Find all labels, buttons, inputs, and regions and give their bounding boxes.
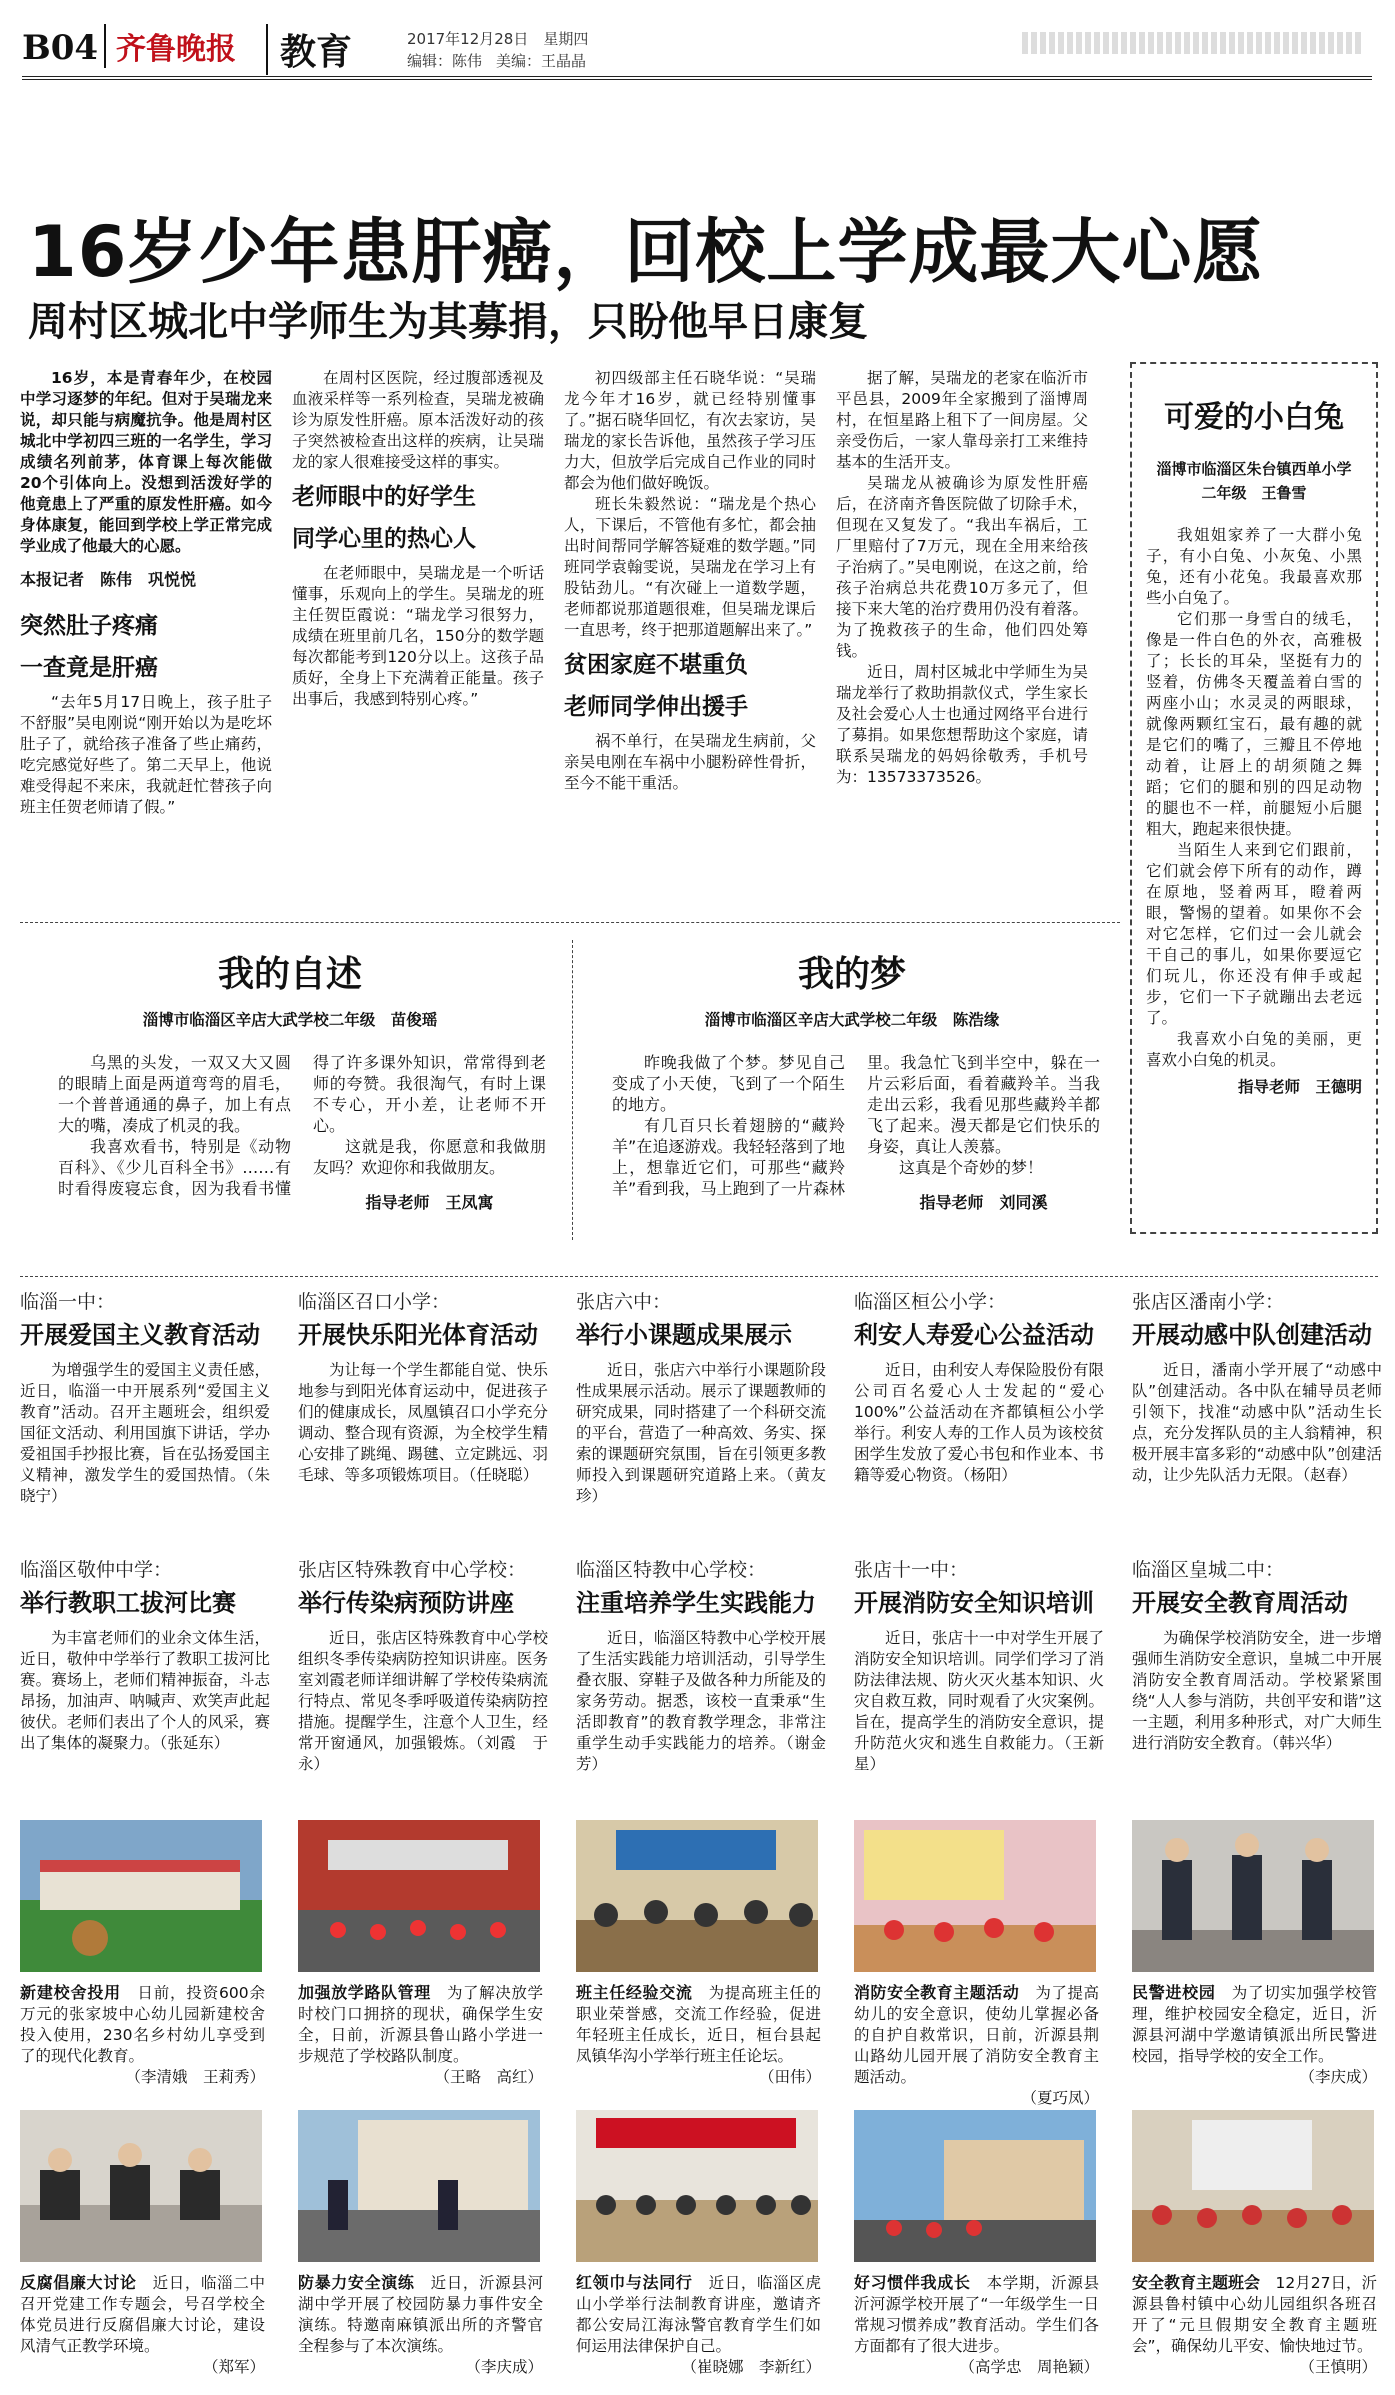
photo-caption: [854, 1982, 1099, 2109]
caption-credit: （王慎明）: [1299, 2358, 1377, 2376]
news-photo: [20, 2110, 262, 2262]
story-paragraph: 近日，周村区城北中学师生为吴瑞龙举行了救助捐款仪式，学生家长及社会爱心人士也通过网络平台进行了募捐。如果您想帮助这个家庭，请联系吴瑞龙的妈妈徐敬秀，手机号为：13573373526。: [836, 663, 1088, 786]
divider: [20, 922, 1120, 923]
photo-caption: [1132, 2272, 1377, 2378]
photo-caption: [576, 1982, 821, 2088]
essay-school: 淄博市临淄区朱台镇西单小学: [1156, 460, 1352, 478]
caption-text: 近日，临淄二中召开党建工作专题会，号召学校全体党员进行反腐倡廉大讨论，建设风清气正教学环境。: [20, 2274, 265, 2355]
essay-paragraph: 我姐姐家养了一大群小兔子，有小白兔、小灰兔、小黑兔，还有小花兔。我最喜欢那些小白兔了。: [1146, 526, 1362, 607]
essay-paragraph: 有几百只长着翅膀的“藏羚羊”在追逐游戏。我轻轻落到了地上，想靠近它们，可那些“藏羚羊”看到我，马上跑到了一片森林里。我急忙飞到半空中，躲在一片云彩后面，看着藏羚羊。当我走出云彩，我看见那些藏羚羊都飞了起来。漫天都是它们快乐的身姿，真让人羡慕。: [612, 1053, 1100, 1198]
brief-title: 开展动感中队创建活动: [1132, 1321, 1372, 1349]
photo-caption: [1132, 1982, 1377, 2088]
main-headline: 16岁少年患肝癌，回校上学成最大心愿: [28, 211, 1264, 293]
photo-caption: [20, 1982, 265, 2088]
brief-body: 近日，张店六中举行小课题阶段性成果展示活动。展示了课题教师的研究成果，同时搭建了一个科研交流的平台，营造了一种高效、务实、探索的课题研究氛围，旨在引领更多教师投入到课题研究道路上来。（黄友珍）: [576, 1361, 826, 1505]
story-paragraph: 班长朱毅然说：“瑞龙是个热心人，下课后，不管他有多忙，都会抽出时间帮同学解答疑难的数学题。”同班同学袁翰雯说，吴瑞龙在学习上有股钻劲儿。“有次碰上一道数学题，老师都说那道题很难，但吴瑞龙课后一直思考，终于把那道题解出来了。”: [564, 495, 816, 639]
caption-credit: （李庆成）: [465, 2358, 543, 2376]
brief-title: 举行教职工拔河比赛: [20, 1589, 236, 1617]
brief-school: 张店十一中：: [854, 1559, 969, 1581]
news-brief: [1132, 1560, 1382, 1754]
story-subheading-1: 突然肚子疼痛: [20, 613, 158, 639]
brief-school: 张店区特殊教育中心学校：: [298, 1559, 527, 1581]
news-brief: [854, 1292, 1104, 1486]
caption-title: 红领巾与法同行: [576, 2273, 693, 2292]
brief-school: 临淄区皇城二中：: [1132, 1559, 1285, 1581]
brief-title: 举行小课题成果展示: [576, 1321, 792, 1349]
essay-paragraph: 我喜欢小白兔的美丽，更喜欢小白兔的机灵。: [1146, 1030, 1362, 1069]
caption-credit: （高学忠 周艳颖）: [959, 2358, 1099, 2376]
brief-title: 注重培养学生实践能力: [576, 1589, 816, 1617]
caption-text: 为提高班主任的职业荣誉感，交流工作经验，促进年轻班主任成长，近日，桓台县起凤镇华沟小学举行班主任论坛。: [576, 1984, 821, 2065]
brief-title: 开展爱国主义教育活动: [20, 1321, 260, 1349]
brief-body: 为确保学校消防安全，进一步增强师生消防安全意识，皇城二中开展消防安全教育周活动。学校紧紧围绕“人人参与消防，共创平安和谐”这一主题，利用多种形式，对广大师生进行消防安全教育。（韩兴华）: [1132, 1629, 1382, 1752]
brief-school: 张店区潘南小学：: [1132, 1291, 1285, 1313]
story-paragraph: 在老师眼中，吴瑞龙是一个听话懂事，乐观向上的学生。吴瑞龙的班主任贺臣霞说：“瑞龙学习很努力，成绩在班里前几名，150分的数学题每次都能考到120分以上。这孩子品质好，全身上下充满着正能量。孩子出事后，我感到特别心疼。”: [292, 564, 544, 708]
caption-credit: （夏巧凤）: [1021, 2089, 1099, 2107]
caption-text: 为了切实加强学校管理，维护校园安全稳定，近日，沂源县河湖中学邀请镇派出所民警进校园，指导学校的安全工作。: [1132, 1984, 1377, 2065]
essay-school: 淄博市临淄区辛店大武学校二年级 陈浩缘: [704, 1011, 1000, 1029]
caption-title: 民警进校园: [1132, 1983, 1216, 2002]
caption-title: 防暴力安全演练: [298, 2273, 415, 2292]
story-column-3: [564, 368, 816, 908]
caption-credit: （郑军）: [202, 2358, 265, 2376]
divider: [20, 1276, 1378, 1277]
editor-line: [407, 50, 600, 71]
brief-school: 临淄一中：: [20, 1291, 116, 1313]
news-brief: [576, 1292, 826, 1507]
essay-teacher: 指导老师 王德明: [1237, 1078, 1362, 1096]
caption-title: 加强放学路队管理: [298, 1983, 431, 2002]
essay-box-rabbit: [1130, 362, 1378, 1234]
photo-caption: [298, 1982, 543, 2088]
essay-body: [58, 1052, 546, 1262]
photo-caption: [20, 2272, 265, 2378]
caption-text: 为了提高幼儿的安全意识，使幼儿掌握必备的自护自救常识，日前，沂源县荆山路幼儿园开展了消防安全教育主题活动。: [854, 1984, 1099, 2086]
news-photo: [298, 1820, 540, 1972]
brief-body: 近日，张店区特殊教育中心学校组织冬季传染病防控知识讲座。医务室刘霞老师详细讲解了学校传染病流行特点、常见冬季呼吸道传染病防控措施。提醒学生，注意个人卫生，经常开窗通风，加强锻炼。（刘霞 于永）: [298, 1629, 548, 1773]
essay-teacher: 指导老师 王凤寓: [365, 1193, 494, 1212]
brief-body: 为增强学生的爱国主义责任感，近日，临淄一中开展系列“爱国主义教育”活动。召开主题班会，组织爱国征文活动、利用国旗下讲话，学办爱祖国手抄报比赛，旨在弘扬爱国主义精神，激发学生的爱国热情。（朱晓宁）: [20, 1361, 270, 1505]
editor: 编辑：陈伟: [407, 52, 483, 70]
story-byline: 本报记者 陈伟 巩悦悦: [20, 570, 197, 589]
photo-caption: [854, 2272, 1099, 2378]
brief-body: 为丰富老师们的业余文体生活，近日，敬仲中学举行了教职工拔河比赛。赛场上，老师们精神振奋，斗志昂扬，加油声、呐喊声、欢笑声此起彼伏。老师们表出了个人的风采，赛出了集体的凝聚力。（张延东）: [20, 1629, 270, 1752]
caption-credit: （崔晓娜 李新红）: [681, 2358, 821, 2376]
brief-title: 开展快乐阳光体育活动: [298, 1321, 538, 1349]
designer: 美编：王晶晶: [496, 52, 587, 70]
story-subheading-3: 贫困家庭不堪重负: [564, 652, 748, 678]
essay-paragraph: 乌黑的头发，一双又大又圆的眼睛上面是两道弯弯的眉毛，一个普普通通的鼻子，加上有点大的嘴，凑成了机灵的我。: [58, 1053, 291, 1135]
header-rule: [22, 76, 1372, 80]
page-number: B04: [22, 28, 99, 68]
brief-school: 临淄区召口小学：: [298, 1291, 451, 1313]
caption-title: 好习惯伴我成长: [854, 2273, 971, 2292]
news-photo: [854, 1820, 1096, 1972]
essay-body: [612, 1052, 1100, 1262]
caption-title: 安全教育主题班会: [1132, 2273, 1261, 2292]
news-photo: [1132, 1820, 1374, 1972]
essay-paragraph: 我喜欢看书，特别是《动物百科》、《少儿百科全书》……有时看得废寝忘食，因为我看书懂得了许多课外知识，常常得到老师的夸赞。我很淘气，有时上课不专心，开小差，让老师不开心。: [58, 1053, 546, 1198]
news-brief: [298, 1292, 548, 1486]
essay-paragraph: 这就是我，你愿意和我做朋友吗？欢迎你和我做朋友。: [313, 1137, 546, 1177]
news-photo: [298, 2110, 540, 2262]
issue-date: 2017年12月28日 星期四: [407, 30, 589, 48]
essay-paragraph: 它们那一身雪白的绒毛，像是一件白色的外衣，高雅极了；长长的耳朵，坚挺有力的竖着，仿佛冬天覆盖着白雪的两座小山；水灵灵的两眼球，就像两颗红宝石，最有趣的就是它们的嘴了，三瓣且不停地动着，让唇上的胡须随之舞蹈；它们的腿和别的四足动物的腿也不一样，前腿短小后腿粗大，跑起来很快捷。: [1146, 610, 1362, 838]
story-subheading-1b: 一查竟是肝癌: [20, 655, 158, 681]
caption-credit: （田伟）: [758, 2068, 821, 2086]
essay-title: 我的梦: [797, 954, 906, 995]
brief-title: 开展消防安全知识培训: [854, 1589, 1094, 1617]
story-subheading-2b: 同学心里的热心人: [292, 526, 476, 552]
story-paragraph: 据了解，吴瑞龙的老家在临沂市平邑县，2009年全家搬到了淄博周村，在恒星路上租下了一间房屋。父亲受伤后，一家人靠母亲打工来维持基本的生活开支。: [836, 369, 1088, 471]
caption-credit: （李清娥 王莉秀）: [125, 2068, 265, 2086]
essay-teacher: 指导老师 刘同溪: [919, 1193, 1048, 1212]
story-paragraph: 在周村区医院，经过腹部透视及血液采样等一系列检查，吴瑞龙被确诊为原发性肝癌。原本活泼好动的孩子突然被检查出这样的疾病，让吴瑞龙的家人很难接受这样的事实。: [292, 369, 544, 471]
divider: [572, 940, 573, 1240]
newspaper-logo: 齐鲁晚报: [104, 24, 236, 68]
news-photo: [576, 1820, 818, 1972]
photo-caption: [298, 2272, 543, 2378]
story-paragraph: “去年5月17日晚上，孩子肚子不舒服”吴电刚说“刚开始以为是吃坏肚子了，就给孩子准备了些止痛药，吃完感觉好些了。第二天早上，他说难受得起不来床，我就赶忙替孩子向班主任贺老师请了假。”: [20, 693, 272, 816]
news-photo: [576, 2110, 818, 2262]
caption-text: 本学期，沂源县沂河源学校开展了“一年级学生一日常规习惯养成”教育活动。学生们各方面都有了很大进步。: [854, 2274, 1099, 2355]
caption-credit: （李庆成）: [1299, 2068, 1377, 2086]
news-photo: [854, 2110, 1096, 2262]
caption-title: 消防安全教育主题活动: [854, 1983, 1020, 2002]
story-paragraph: 祸不单行，在吴瑞龙生病前，父亲吴电刚在车祸中小腿粉碎性骨折，至今不能干重活。: [564, 732, 816, 792]
header-decoration: [1022, 32, 1362, 54]
brief-body: 为让每一个学生都能自觉、快乐地参与到阳光体育运动中，促进孩子们的健康成长，凤凰镇召口小学充分调动、整合现有资源，为全校学生精心安排了跳绳、踢毽、立定跳远、羽毛球、等多项锻炼项目。（任晓聪）: [298, 1361, 548, 1484]
main-subheadline: 周村区城北中学师生为其募捐，只盼他早日康复: [28, 299, 868, 345]
story-paragraph: 初四级部主任石晓华说：“吴瑞龙今年才16岁，就已经特别懂事了。”据石晓华回忆，有次去家访，吴瑞龙的家长告诉他，虽然孩子学习压力大，但放学后完成自己作业的同时都会为他们做好晚饭。: [564, 369, 816, 492]
essay-title: 可爱的小白兔: [1164, 400, 1344, 435]
brief-title: 开展安全教育周活动: [1132, 1589, 1348, 1617]
story-column-4: [836, 368, 1088, 908]
caption-title: 新建校舍投用: [20, 1983, 122, 2002]
brief-title: 举行传染病预防讲座: [298, 1589, 514, 1617]
caption-text: 近日，临淄区虎山小学举行法制教育讲座，邀请齐都公安局江海泳警官教育学生们如何运用法律保护自己。: [576, 2274, 821, 2355]
brief-school: 临淄区特教中心学校：: [576, 1559, 767, 1581]
story-column-2: [292, 368, 544, 908]
brief-school: 张店六中：: [576, 1291, 672, 1313]
caption-text: 12月27日，沂源县鲁村镇中心幼儿园组织各班召开了“元旦假期安全教育主题班会”，确保幼儿平安、愉快地过节。: [1132, 2274, 1377, 2355]
story-paragraph: 吴瑞龙从被确诊为原发性肝癌后，在济南齐鲁医院做了切除手术，但现在又复发了。“我出车祸后，工厂里赔付了7万元，现在全用来给孩子治病了。”吴电刚说，在这之前，给孩子治病总共花费10万多元了，但接下来大笔的治疗费用仍没有着落。为了挽救孩子的生命，他们四处筹钱。: [836, 474, 1088, 660]
brief-title: 利安人寿爱心公益活动: [854, 1321, 1094, 1349]
story-column-1: [20, 368, 272, 908]
caption-title: 反腐倡廉大讨论: [20, 2273, 137, 2292]
brief-school: 临淄区敬仲中学：: [20, 1559, 173, 1581]
news-brief: [576, 1560, 826, 1775]
photo-caption: [576, 2272, 821, 2378]
essay-title: 我的自述: [217, 954, 362, 995]
news-brief: [20, 1560, 270, 1754]
caption-credit: （王略 高红）: [434, 2068, 543, 2086]
caption-text: 日前，投资600余万元的张家坡中心幼儿园新建校舍投入使用，230名乡村幼儿享受到了的现代化教育。: [20, 1984, 265, 2065]
caption-title: 班主任经验交流: [576, 1983, 693, 2002]
section-title: 教育: [266, 24, 352, 75]
brief-body: 近日，潘南小学开展了“动感中队”创建活动。各中队在辅导员老师引领下，找准“动感中队”活动生长点，充分发挥队员的主人翁精神，积极开展丰富多彩的“动感中队”创建活动，让少先队活力无限。（赵春）: [1132, 1361, 1382, 1484]
news-brief: [1132, 1292, 1382, 1486]
story-lead: 16岁，本是青春年少，在校园中学习逐梦的年纪。但对于吴瑞龙来说，却只能与病魔抗争。他是周村区城北中学初四三班的一名学生，学习成绩名列前茅，体育课上每次能做20个引体向上。没想到活泼好学的他竟患上了严重的原发性肝癌。如今身体康复，能回到学校上学正常完成学业成了他最大的心愿。: [20, 369, 272, 555]
page-header: [22, 18, 1372, 78]
brief-body: 近日，由利安人寿保险股份有限公司百名爱心人士发起的“爱心100%”公益活动在齐都镇桓公小学举行。利安人寿的工作人员为该校贫困学生发放了爱心书包和作业本、书籍等爱心物资。（杨阳）: [854, 1361, 1104, 1484]
essay-paragraph: 昨晚我做了个梦。梦见自己变成了小天使，飞到了一个陌生的地方。: [612, 1053, 845, 1114]
essay-author: 二年级 王鲁雪: [1201, 484, 1307, 502]
story-subheading-2: 老师眼中的好学生: [292, 484, 476, 510]
news-photo: [1132, 2110, 1374, 2262]
caption-text: 近日，沂源县河湖中学开展了校园防暴力事件安全演练。特邀南麻镇派出所的齐警官全程参与了本次演练。: [298, 2274, 543, 2355]
essay-paragraph: 当陌生人来到它们跟前，它们就会停下所有的动作，蹲在原地，竖着两耳，瞪着两眼，警惕的望着。如果你不会对它怎样，它们过一会儿就会干自己的事儿，如果你要逗它们玩儿，你还没有伸手或起步，它们一下子就蹦出去老远了。: [1146, 841, 1362, 1027]
story-subheading-3b: 老师同学伸出援手: [564, 694, 748, 720]
news-brief: [20, 1292, 270, 1507]
caption-text: 为了解决放学时校门口拥挤的现状，确保学生安全，日前，沂源县鲁山路小学进一步规范了学校路队制度。: [298, 1984, 543, 2065]
essay-school: 淄博市临淄区辛店大武学校二年级 苗俊瑶: [142, 1011, 438, 1029]
brief-school: 临淄区桓公小学：: [854, 1291, 1007, 1313]
news-photo: [20, 1820, 262, 1972]
essay-paragraph: 这真是个奇妙的梦！: [899, 1158, 1044, 1177]
brief-body: 近日，临淄区特教中心学校开展了生活实践能力培训活动，引导学生叠衣服、穿鞋子及做各种力所能及的家务劳动。据悉，该校一直秉承“生活即教育”的教育教学理念，非常注重学生动手实践能力的培养。（谢金芳）: [576, 1629, 826, 1773]
brief-body: 近日，张店十一中对学生开展了消防安全知识培训。同学们学习了消防法律法规、防火灭火基本知识、火灾自救互救，同时观看了火灾案例。旨在，提高学生的消防安全意识，提升防范火灾和逃生自救能力。（王新星）: [854, 1629, 1104, 1773]
news-brief: [298, 1560, 548, 1775]
news-brief: [854, 1560, 1104, 1775]
